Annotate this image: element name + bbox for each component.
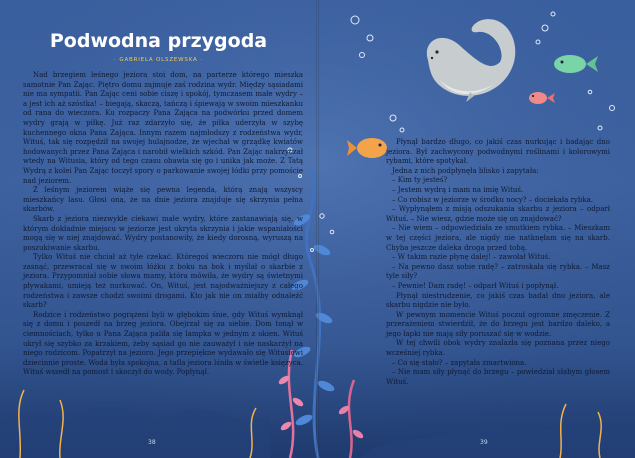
dialogue-line: – Wypłynąłem z misją odszukania skarbu z jeziora – odparł Wituś. – Nie wiesz, gdzie może się on znajdować? (386, 205, 610, 223)
dialogue-line: – Jestem wydrą i mam na imię Wituś. (392, 185, 524, 194)
dialogue-line: – Kim ty jesteś? (392, 176, 448, 185)
paragraph: W pewnym momencie Wituś poczuł ogromne zmęczenie. Z przerażeniem stwierdził, że do brzegu jest bardzo daleko, a jego łapki nie mają siły poruszać się w wodzie. (386, 310, 610, 338)
dialogue-line: – Na pewno dasz sobie radę? – zatroskała się rybka. – Masz tyle siły? (386, 262, 610, 281)
paragraph: Skarb z jeziora niezwykle ciekawi małe wydry, które zastanawiają się, w którym dokładnie miejscu w jeziorze jest ukryta skrzynia i jakie wspaniałości mogą się w niej znajdować. Wydry postanowiły, że kiedy dorosną, wyruszą na poszukiwanie skarbu. (23, 214, 303, 252)
page-number: 39 (480, 439, 488, 446)
paragraph: Rodzice i rodzeństwo pogrążeni byli w głębokim śnie, gdy Wituś wymknął się z domu i poszedł na brzeg jeziora. Obejrzał się za siebie. Dom tonął w ciemnościach, tylko u Pana Zająca paliła się lampka w jednym z okien. Wituś ukrył się szybko za krzakiem, żeby sąsiad go nie zauważył i nie naskarżył na niego rodzicom. Popatrzył na jezioro. Jego przepiękne wydawało się Witusiowi dziecinnie proste. Woda była spokojna, a tafla jeziora lśniła w świetle księżyca. Wituś wszedł na pomost i skoczył do wody. Popłynął. (23, 310, 304, 377)
story-text-right (386, 138, 610, 387)
paragraph: Nad brzegiem leśnego jeziora stoi dom, na parterze którego mieszka samotnie Pan Zając. Piętro domu zajmuje zaś rodzina wydr. Między sąsiadami nie ma sympatii. Pan Zając ceni sobie ciszę i spokój, tymczasem małe wydry – a jest ich aż szóstka! – biegają, skaczą, tańczą i śpiewają w swoim mieszkanku od rana do wieczora. Ku rozpaczy Pana Zająca na podwórku przed domem wydry grają w piłkę. Już raz zdarzyło się, że piłka uderzyła w szybę kuchennego okna Pana Zająca. Innym razem najmłodszy z rodzeństwa wydr, Wituś, tak się rozpędził na swojej hulajnodze, że wjechał w grządkę kwiatów hodowanych przez Pana Zająca i narobił wielkich szkód. Pan Zając nakrzyczał wtedy na Witusia, który od tego czasu obawia się go i unika jak może. Z Tatą Wydrą z kolei Pan Zając toczył spory o parkowanie swojej łódki przy pomoście nad jeziorem. (23, 71, 303, 185)
story-text-left (23, 71, 303, 378)
paragraph: Jedna z nich podpłynęła blisko i zapytała: (392, 166, 539, 175)
paragraph: Płynął niestrudzenie, co jakiś czas badał dno jeziora, ale skarbu nigdzie nie było. (386, 291, 610, 310)
paragraph: W tej chwili obok wydry znalazła się poznana przez niego wcześniej rybka. (386, 339, 610, 358)
paragraph: Z leśnym jeziorem wiąże się pewna legenda, którą znają wszyscy mieszkańcy lasu. Głosi ona, że na dnie jeziora znajduje się skrzynia pełna skarbów. (23, 186, 303, 214)
dialogue-line: – Co się stało? – zapytała zmartwiona. (392, 358, 527, 367)
dialogue-line: – Pewnie! Dam radę! – odparł Wituś i popłynął. (392, 281, 559, 290)
story-title: Podwodna przygoda (49, 30, 268, 52)
paragraph: Tylko Wituś nie chciał aż tyle czekać. Któregoś wieczoru nie mógł długo zasnąć, przewracał się w swoim łóżku z boku na bok i myślał o skarbie z jeziora. Przypomniał sobie słowa mamy, która mówiła, że wydry są świetnymi pływakami, umieją też nurkować. On, Wituś, jest najodważniejszy z całego rodzeństwa i zawsze chodzi swoimi drogami. Kto jak nie on miałby odnaleźć skarb? (23, 253, 303, 310)
dialogue-line: – Nie wiem – odpowiedziała ze smutkiem rybka. – Mieszkam w tej części jeziora, ale nigdy nie natknęłam się na skarb. Chyba jeszcze daleka droga przed tobą. (386, 224, 610, 252)
dialogue-line: – Nie mam siły płynąć do brzegu – powiedział słabym głosem Wituś. (386, 368, 610, 386)
dialogue-line: – Co robisz w jeziorze w środku nocy? – dociekała rybka. (392, 195, 594, 204)
dialogue-line: – W takim razie płynę dalej! – zawołał Wituś. (392, 253, 551, 262)
right-page (318, 0, 635, 458)
story-author: · GABRIELA OLSZEWSKA · (0, 57, 317, 63)
left-page (0, 0, 317, 458)
paragraph: Płynął bardzo długo, co jakiś czas nurkując i badając dno jeziora. Był zachwycony podwodnymi roślinami i kolorowymi rybami, które spotykał. (386, 138, 610, 166)
page-number: 38 (148, 439, 156, 446)
